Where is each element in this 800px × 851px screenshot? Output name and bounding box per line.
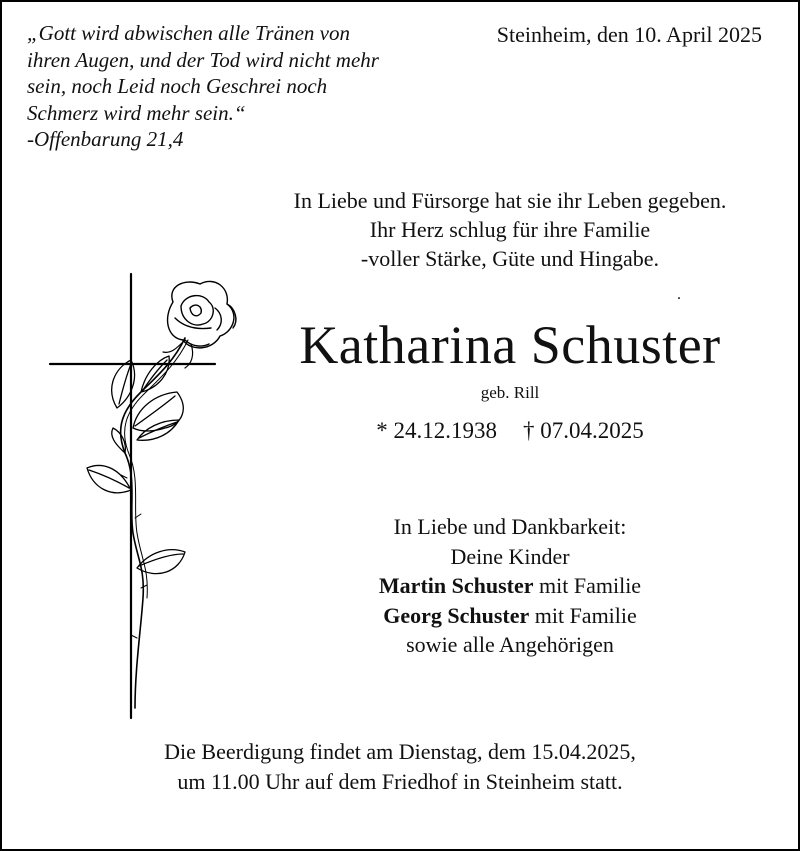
deceased-name: Katharina Schuster xyxy=(299,315,721,375)
birth-date: * 24.12.1938 xyxy=(376,418,497,443)
funeral-info xyxy=(0,737,800,797)
rose-leaf xyxy=(137,550,185,574)
mourner-family-1 xyxy=(230,571,790,601)
funeral-line: um 11.00 Uhr auf dem Friedhof in Steinheim statt. xyxy=(177,769,623,794)
stray-dot: . xyxy=(677,286,681,303)
rose-thorn xyxy=(121,475,147,638)
verse-line: -voller Stärke, Güte und Hingabe. xyxy=(360,246,660,271)
mourners-intro: In Liebe und Dankbarkeit: xyxy=(393,514,627,539)
mourner-name: Georg Schuster xyxy=(383,602,530,628)
rose-leaf xyxy=(87,466,131,493)
place-date: Steinheim, den 10. April 2025 xyxy=(496,22,762,47)
mourner-suffix: mit Familie xyxy=(529,602,637,628)
life-dates xyxy=(230,418,790,444)
memorial-verse xyxy=(230,186,790,273)
quote-line: ihren Augen, und der Tod wird nicht mehr xyxy=(27,47,379,72)
mourners-block xyxy=(230,512,790,660)
rose-bloom xyxy=(168,281,236,347)
maiden-name: geb. Rill xyxy=(480,383,540,402)
cross-with-rose-icon xyxy=(45,268,245,723)
quote-line: Schmerz wird mehr sein.“ xyxy=(27,100,246,125)
verse-line: In Liebe und Fürsorge hat sie ihr Leben gegeben. xyxy=(293,188,727,213)
quote-line: sein, noch Leid noch Geschrei noch xyxy=(27,74,328,98)
mourner-name: Martin Schuster xyxy=(378,573,534,598)
rose-leaf xyxy=(141,356,169,392)
mourner-family-2 xyxy=(230,601,790,631)
verse-line: Ihr Herz schlug für ihre Familie xyxy=(369,217,651,242)
mourner-suffix: mit Familie xyxy=(533,573,642,598)
quote-line: „Gott wird abwischen alle Tränen von xyxy=(27,21,350,45)
mourners-relatives: sowie alle Angehörigen xyxy=(406,632,614,657)
mourners-children: Deine Kinder xyxy=(450,543,570,569)
quote-source: -Offenbarung 21,4 xyxy=(27,127,184,151)
funeral-line: Die Beerdigung findet am Dienstag, dem 15.04.2025, xyxy=(164,739,636,764)
bible-quote xyxy=(27,20,447,153)
death-date: † 07.04.2025 xyxy=(523,418,644,443)
